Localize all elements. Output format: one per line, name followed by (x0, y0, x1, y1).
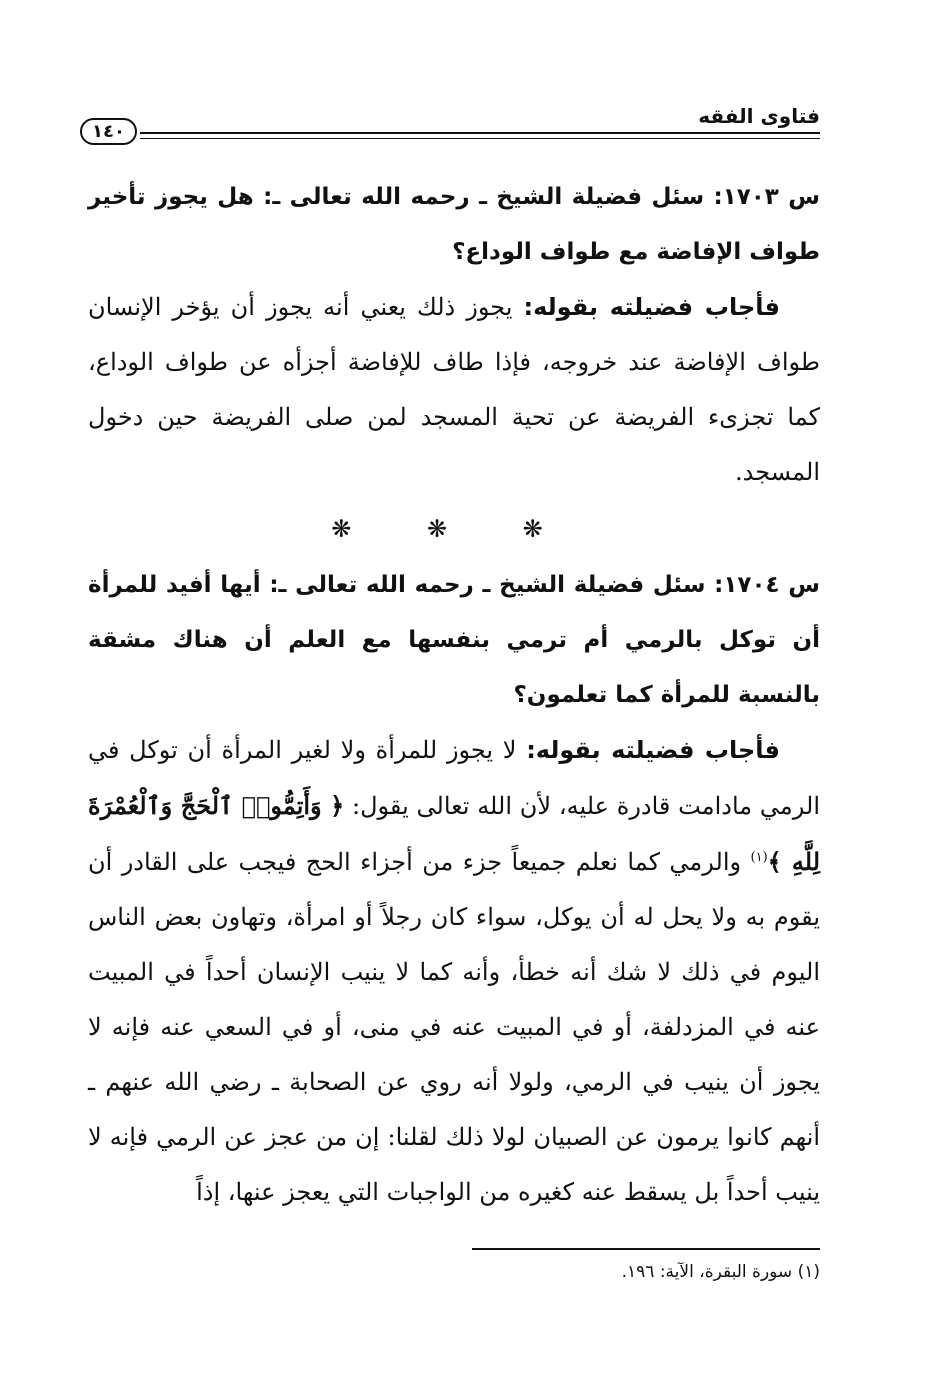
answer-text-part1: لا يجوز للمرأة ولا لغير المرأة أن توكل في الرمي مادامت قادرة عليه، لأن الله تعالى يقول: (88, 736, 820, 820)
body-text (88, 170, 820, 1220)
question-text: أيها أفيد للمرأة أن توكل بالرمي أم ترمي بنفسها مع العلم أن هناك مشقة بالنسبة للمرأة كما تعلمون؟ (88, 572, 820, 708)
section-separator: ❋ ❋ ❋ (331, 515, 577, 543)
question-text: هل يجوز تأخير طواف الإفاضة مع طواف الوداع؟ (88, 184, 820, 265)
answer-label: فأجاب فضيلته بقوله: (526, 736, 780, 764)
question-1704 (88, 558, 820, 723)
running-header (80, 100, 820, 152)
footnote-rule (472, 1248, 820, 1250)
answer-text: يجوز ذلك يعني أنه يجوز أن يؤخر الإنسان طواف الإفاضة عند خروجه، فإذا طاف للإفاضة أجزأه عن طواف الوداع، كما تجزىء الفريضة عن تحية المسجد لمن صلى الفريضة حين دخول المسجد. (88, 293, 820, 486)
question-1703 (88, 170, 820, 280)
question-label: س ١٧٠٣: سئل فضيلة الشيخ ـ رحمه الله تعالى ـ: (263, 184, 820, 210)
question-label: س ١٧٠٤: سئل فضيلة الشيخ ـ رحمه الله تعالى ـ: (269, 572, 820, 598)
book-title: فتاوى الفقه (698, 104, 820, 128)
header-rule (140, 132, 820, 139)
answer-1703 (88, 280, 820, 500)
answer-text-part2: والرمي كما نعلم جميعاً جزء من أجزاء الحج فيجب على القادر أن يقوم به ولا يحل له أن يوكل، سواء كان رجلاً أو امرأة، وتهاون بعض الناس اليوم في ذلك لا شك أنه خطأ، وأنه كما لا ينيب الإنسان أحداً في المبيت عنه في المزدلفة، أو في المبيت عنه في منى، أو في السعي عنه فإنه لا يجوز أن ينيب في الرمي، ولولا أنه روي عن الصحابة ـ رضي الله عنهم ـ أنهم كانوا يرمون عن الصبيان لولا ذلك لقلنا: إن من عجز عن الرمي فإنه لا ينيب أحداً بل يسقط عنه كغيره من الواجبات التي يعجز عنها، إذاً (88, 848, 820, 1206)
page-number: ١٤٠ (80, 118, 137, 145)
answer-label: فأجاب فضيلته بقوله: (523, 293, 781, 321)
footnote: (١) سورة البقرة، الآية: ١٩٦. (621, 1262, 820, 1282)
footnote-reference[interactable]: (١) (750, 850, 768, 865)
quran-verse: ﴿ وَأَتِمُّوا۟ ٱلْحَجَّ وَٱلْعُمْرَةَ لِلَّهِ ﴾ (88, 791, 821, 876)
answer-1704 (88, 723, 820, 1220)
